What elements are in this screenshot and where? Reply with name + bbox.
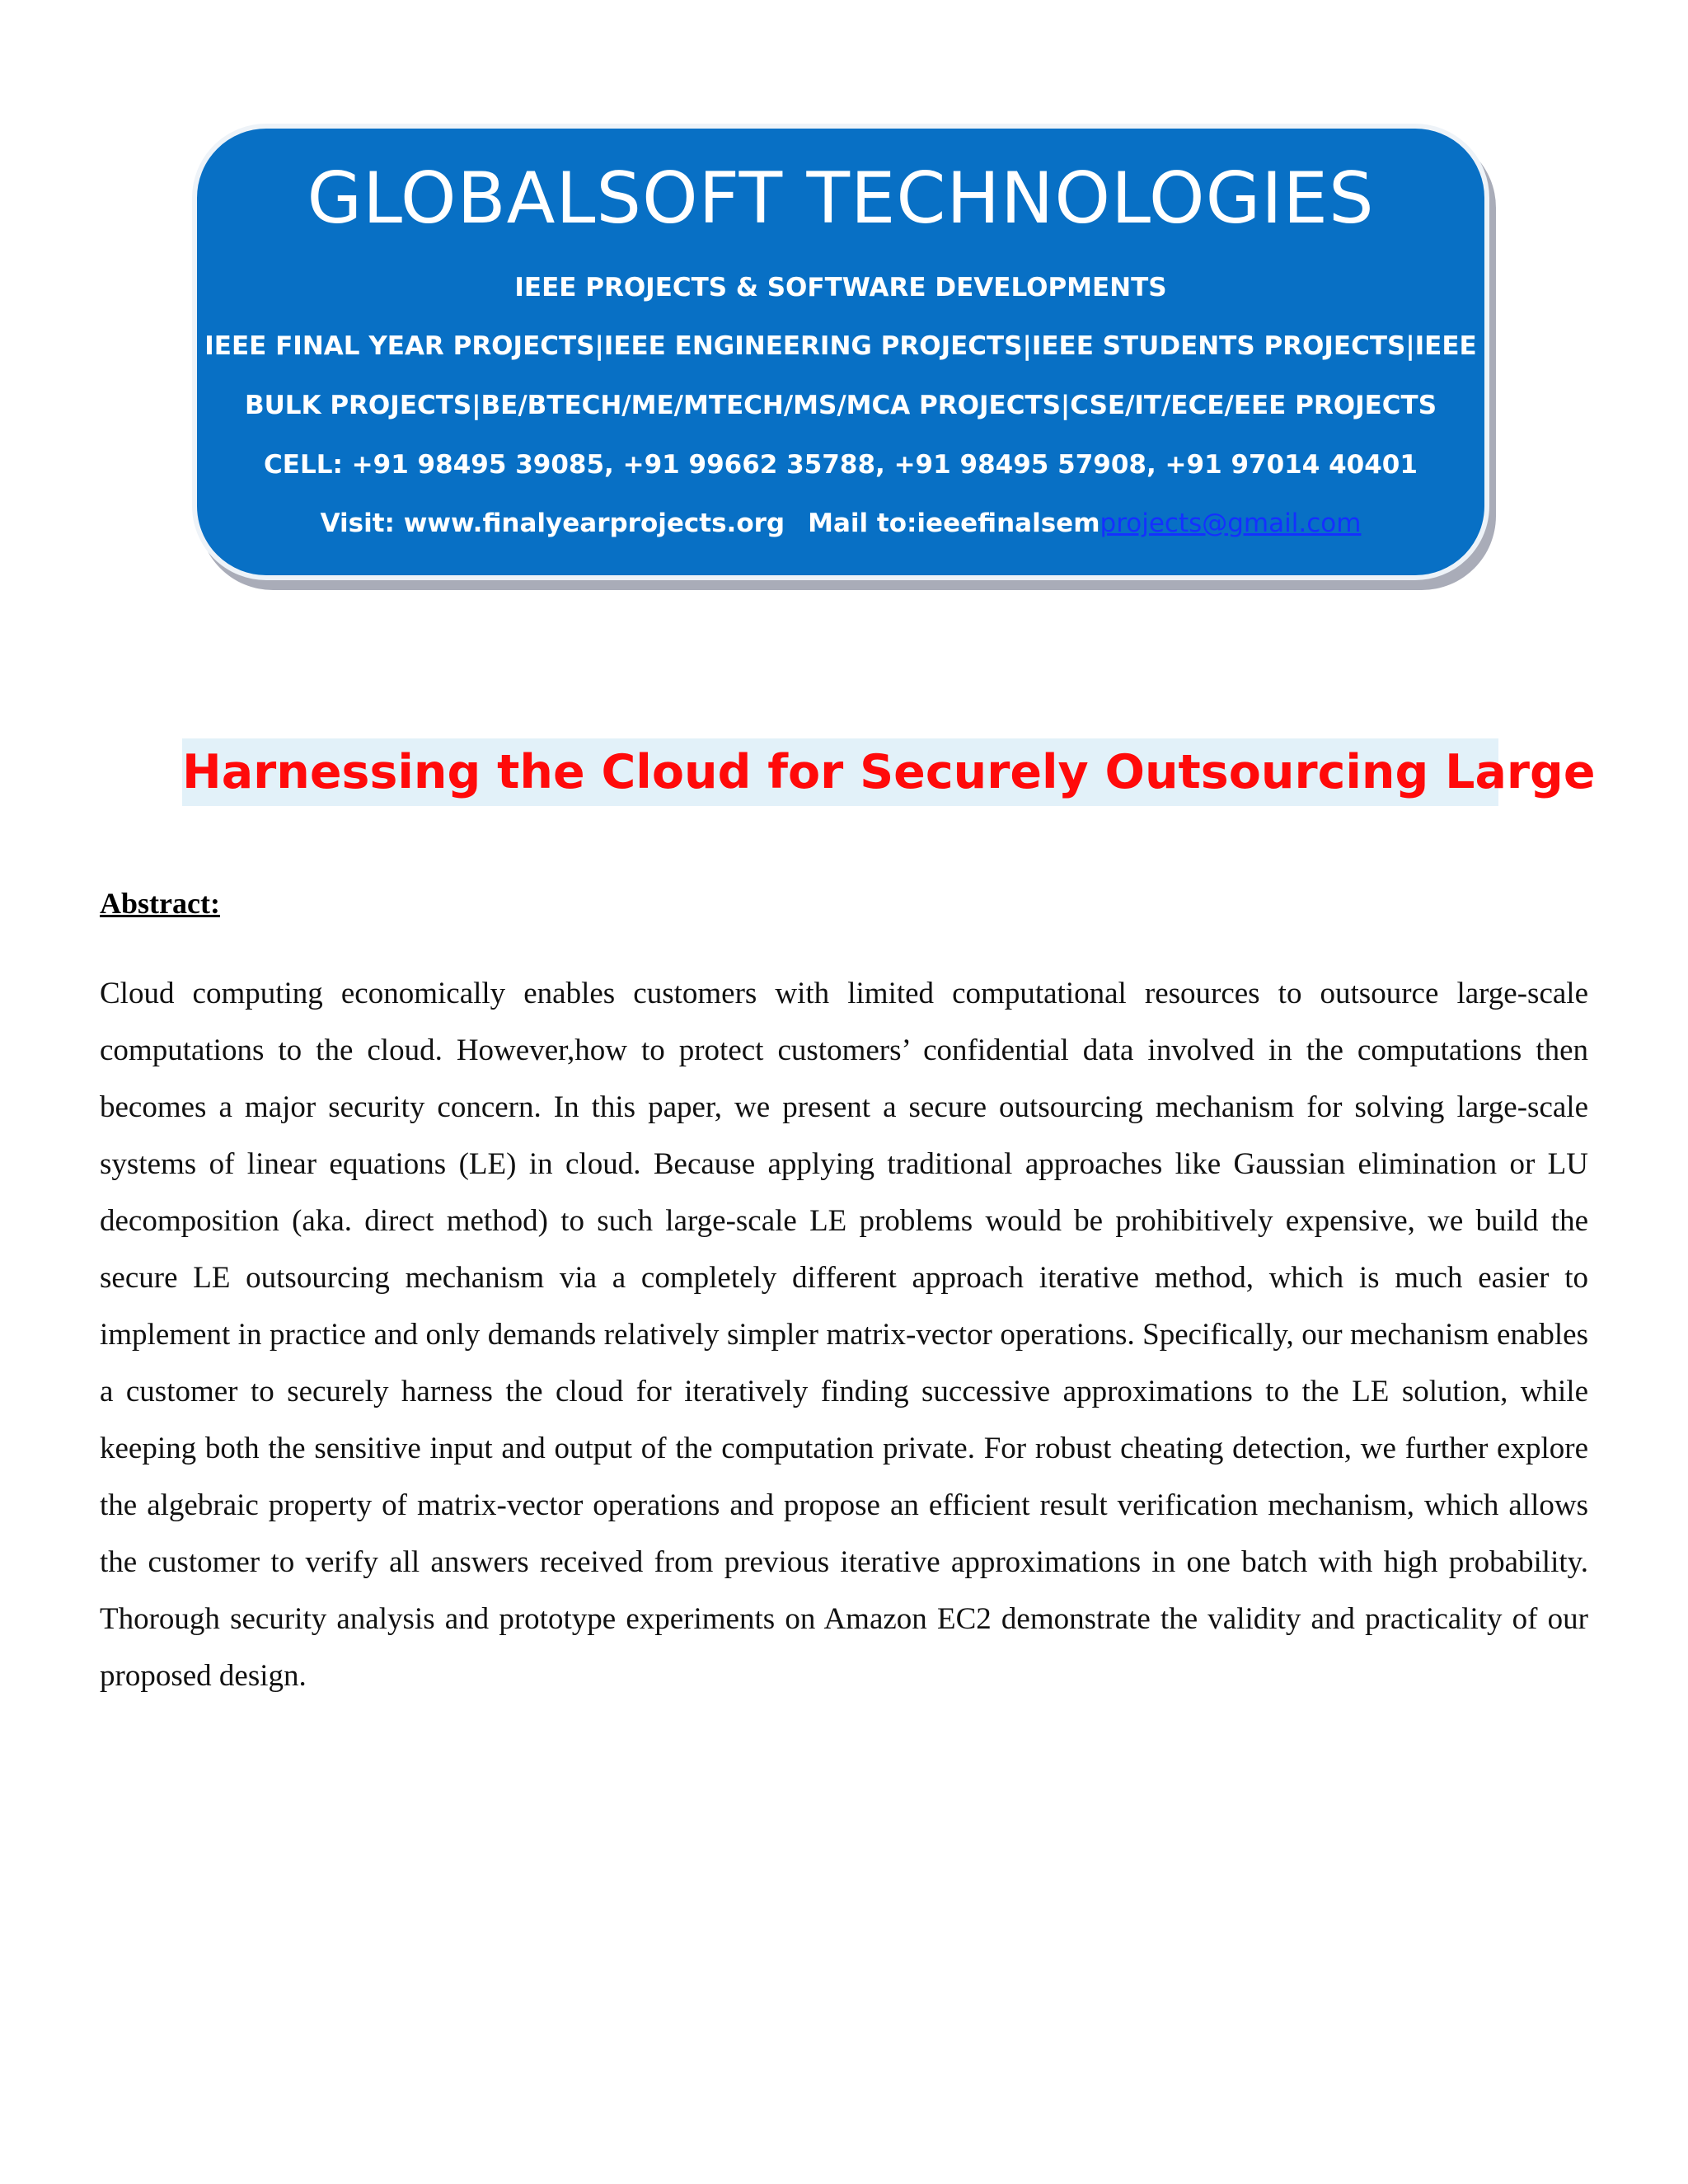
- company-tagline: IEEE PROJECTS & SOFTWARE DEVELOPMENTS: [514, 273, 1167, 302]
- project-types-line-one: IEEE FINAL YEAR PROJECTS|IEEE ENGINEERING PROJECTS|IEEE STUDENTS PROJECTS|IEEE: [204, 331, 1477, 361]
- company-header-banner: [192, 124, 1489, 580]
- contact-phone-numbers: CELL: +91 98495 39085, +91 99662 35788, +91 98495 57908, +91 97014 40401: [264, 450, 1418, 480]
- document-title: Harnessing the Cloud for Securely Outsourcing Large: [182, 738, 1498, 806]
- mail-prefix-text: Mail to:ieeefinalsem: [808, 509, 1100, 538]
- website-link-text[interactable]: Visit: www.finalyearprojects.org: [320, 509, 785, 538]
- contact-web-and-mail: [197, 511, 1484, 537]
- abstract-heading: Abstract:: [100, 887, 220, 920]
- project-types-line-two: BULK PROJECTS|BE/BTECH/ME/MTECH/MS/MCA PROJECTS|CSE/IT/ECE/EEE PROJECTS: [244, 391, 1437, 420]
- company-name: GLOBALSOFT TECHNOLOGIES: [307, 157, 1375, 240]
- abstract-paragraph: Cloud computing economically enables customers with limited computational resources to outsource large-scale computations to the cloud. However,how to protect customers’ confidential data involved in the computations then becomes a major security concern. In this paper, we present a secure outsourcing mechanism for solving large-scale systems of linear equations (LE) in cloud. Because applying traditional approaches like Gaussian elimination or LU decomposition (aka. direct method) to such large-scale LE problems would be prohibitively expensive, we build the secure LE outsourcing mechanism via a completely different approach iterative method, which is much easier to implement in practice and only demands relatively simpler matrix-vector operations. Specifically, our mechanism enables a customer to securely harness the cloud for iteratively finding successive approximations to the LE solution, while keeping both the sensitive input and output of the computation private. For robust cheating detection, we further explore the algebraic property of matrix-vector operations and propose an efficient result verification mechanism, which allows the customer to verify all answers received from previous iterative approximations in one batch with high probability. Thorough security analysis and prototype experiments on Amazon EC2 demonstrate the validity and practicality of our proposed design.: [100, 977, 1588, 1693]
- email-link[interactable]: projects@gmail.com: [1100, 509, 1362, 538]
